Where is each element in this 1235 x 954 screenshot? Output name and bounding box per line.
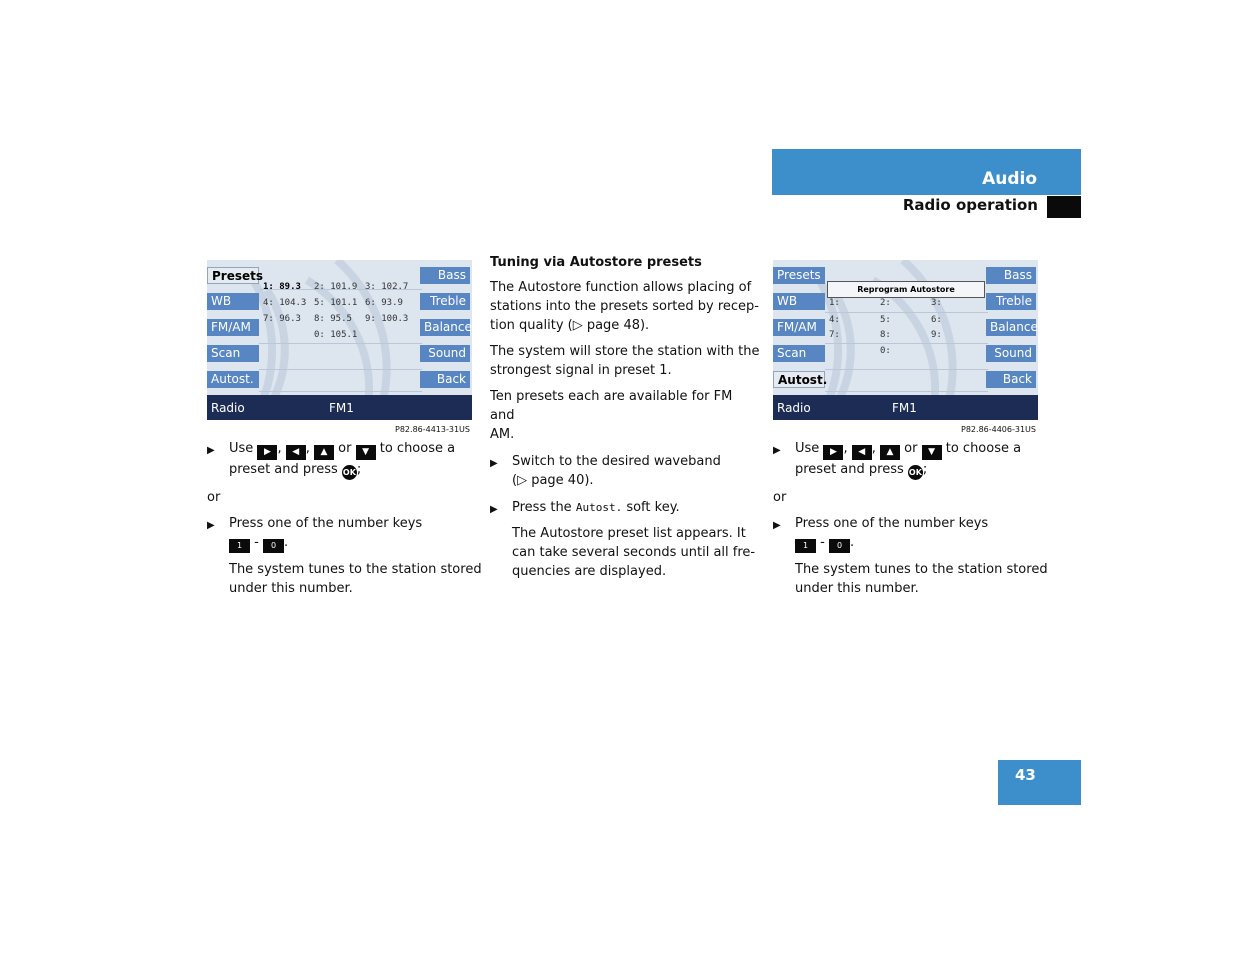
figure-caption: P82.86-4406-31US	[961, 425, 1036, 434]
autost-softkey-label: Autost.	[575, 501, 623, 514]
subsection-title: Radio operation	[902, 196, 1038, 214]
softkey-treble[interactable]: Treble	[420, 293, 470, 310]
softkey-presets[interactable]: Presets	[773, 267, 825, 284]
or-separator: or	[207, 490, 221, 505]
preset-4[interactable]: 4: 104.3	[263, 298, 307, 308]
softkey-treble[interactable]: Treble	[986, 293, 1036, 310]
number-key-0-icon: 0	[263, 539, 284, 553]
right-key-icon: ▶	[257, 445, 277, 460]
right-instructions: ▶ Use ▶ , ◀ , ▲ or ▼ to choose a preset and press OK; or ▶ Press one of the number keys 1 - 0 . The system tunes to the station stored under this number.	[773, 441, 1048, 596]
softkey-autost[interactable]: Autost.	[773, 371, 825, 388]
softkey-back[interactable]: Back	[986, 371, 1036, 388]
section-heading: Tuning via Autostore presets	[490, 255, 702, 270]
autostore-screen	[773, 260, 1038, 420]
ok-button-icon: OK	[342, 465, 357, 480]
softkey-sound[interactable]: Sound	[420, 345, 470, 362]
softkey-balance[interactable]: Balance	[420, 319, 470, 336]
bullet-arrow: ▶	[207, 520, 215, 531]
status-source: Radio	[777, 401, 811, 415]
bullet-arrow: ▶	[490, 504, 498, 515]
preset-8[interactable]: 8: 95.5	[314, 314, 352, 324]
page-number-tab	[998, 760, 1081, 805]
status-bar	[773, 395, 1038, 420]
preset-7[interactable]: 7:	[829, 330, 840, 340]
page-number: 43	[1015, 766, 1036, 784]
preset-0[interactable]: 0: 105.1	[314, 330, 358, 340]
bullet-arrow: ▶	[490, 458, 498, 469]
preset-6[interactable]: 6: 93.9	[365, 298, 403, 308]
preset-7[interactable]: 7: 96.3	[263, 314, 301, 324]
softkey-presets[interactable]: Presets	[207, 267, 259, 284]
bullet-arrow: ▶	[207, 445, 215, 456]
ok-button-icon: OK	[908, 465, 923, 480]
softkey-wb[interactable]: WB	[773, 293, 825, 310]
softkey-fm-am[interactable]: FM/AM	[207, 319, 259, 336]
radio-presets-screen	[207, 260, 472, 420]
preset-9[interactable]: 9: 100.3	[365, 314, 409, 324]
preset-0[interactable]: 0:	[880, 346, 891, 356]
down-key-icon: ▼	[356, 445, 376, 460]
left-key-icon: ◀	[286, 445, 306, 460]
preset-3[interactable]: 3: 102.7	[365, 282, 409, 292]
instruction-use-keys: Use ▶ , ◀ , ▲ or ▼ to choose a	[229, 439, 482, 460]
up-key-icon: ▲	[314, 445, 334, 460]
number-key-1-icon: 1	[229, 539, 250, 553]
softkey-autost[interactable]: Autost.	[207, 371, 259, 388]
bullet-arrow: ▶	[773, 520, 781, 531]
section-tab	[772, 149, 1081, 195]
preset-1[interactable]: 1: 89.3	[263, 282, 301, 292]
softkey-scan[interactable]: Scan	[207, 345, 259, 362]
softkey-back[interactable]: Back	[420, 371, 470, 388]
bullet-arrow: ▶	[773, 445, 781, 456]
status-bar	[207, 395, 472, 420]
preset-5[interactable]: 5:	[880, 315, 891, 325]
preset-5[interactable]: 5: 101.1	[314, 298, 358, 308]
right-key-icon: ▶	[823, 445, 843, 460]
left-instructions: ▶ Use ▶ , ◀ , ▲ or ▼ to choose a preset and press OK; or ▶ Press one of the number keys 1 - 0 . The system tunes to the station stored under this number.	[207, 441, 482, 596]
softkey-scan[interactable]: Scan	[773, 345, 825, 362]
preset-2[interactable]: 2: 101.9	[314, 282, 358, 292]
preset-3[interactable]: 3:	[931, 298, 942, 308]
preset-9[interactable]: 9:	[931, 330, 942, 340]
preset-2[interactable]: 2:	[880, 298, 891, 308]
down-key-icon: ▼	[922, 445, 942, 460]
preset-8[interactable]: 8:	[880, 330, 891, 340]
softkey-wb[interactable]: WB	[207, 293, 259, 310]
section-title: Audio	[982, 169, 1037, 189]
figure-caption: P82.86-4413-31US	[395, 425, 470, 434]
up-key-icon: ▲	[880, 445, 900, 460]
status-source: Radio	[211, 401, 245, 415]
preset-1[interactable]: 1:	[829, 298, 840, 308]
instruction-use-keys: Use ▶ , ◀ , ▲ or ▼ to choose a	[795, 439, 1048, 460]
middle-column: Tuning via Autostore presets The Autostore function allows placing of stations into the presets sorted by recep- tion quality (▷ page 48). The system will store the station with the strongest signal in preset 1. Ten presets each are available for FM and AM. ▶ Switch to the desired waveband (▷ page 40). ▶ Press the Autost. soft key. The Autostore preset list appears. It can take several seconds until all fre- quencies are displayed.	[490, 255, 760, 579]
reprogram-autostore-popup: Reprogram Autostore	[827, 281, 985, 298]
or-separator: or	[773, 490, 787, 505]
number-key-1-icon: 1	[795, 539, 816, 553]
number-key-0-icon: 0	[829, 539, 850, 553]
softkey-bass[interactable]: Bass	[986, 267, 1036, 284]
status-band: FM1	[892, 401, 917, 415]
preset-4[interactable]: 4:	[829, 315, 840, 325]
softkey-fm-am[interactable]: FM/AM	[773, 319, 825, 336]
left-key-icon: ◀	[852, 445, 872, 460]
softkey-sound[interactable]: Sound	[986, 345, 1036, 362]
preset-6[interactable]: 6:	[931, 315, 942, 325]
softkey-bass[interactable]: Bass	[420, 267, 470, 284]
softkey-balance[interactable]: Balance	[986, 319, 1036, 336]
status-band: FM1	[329, 401, 354, 415]
subsection-marker	[1047, 196, 1081, 218]
